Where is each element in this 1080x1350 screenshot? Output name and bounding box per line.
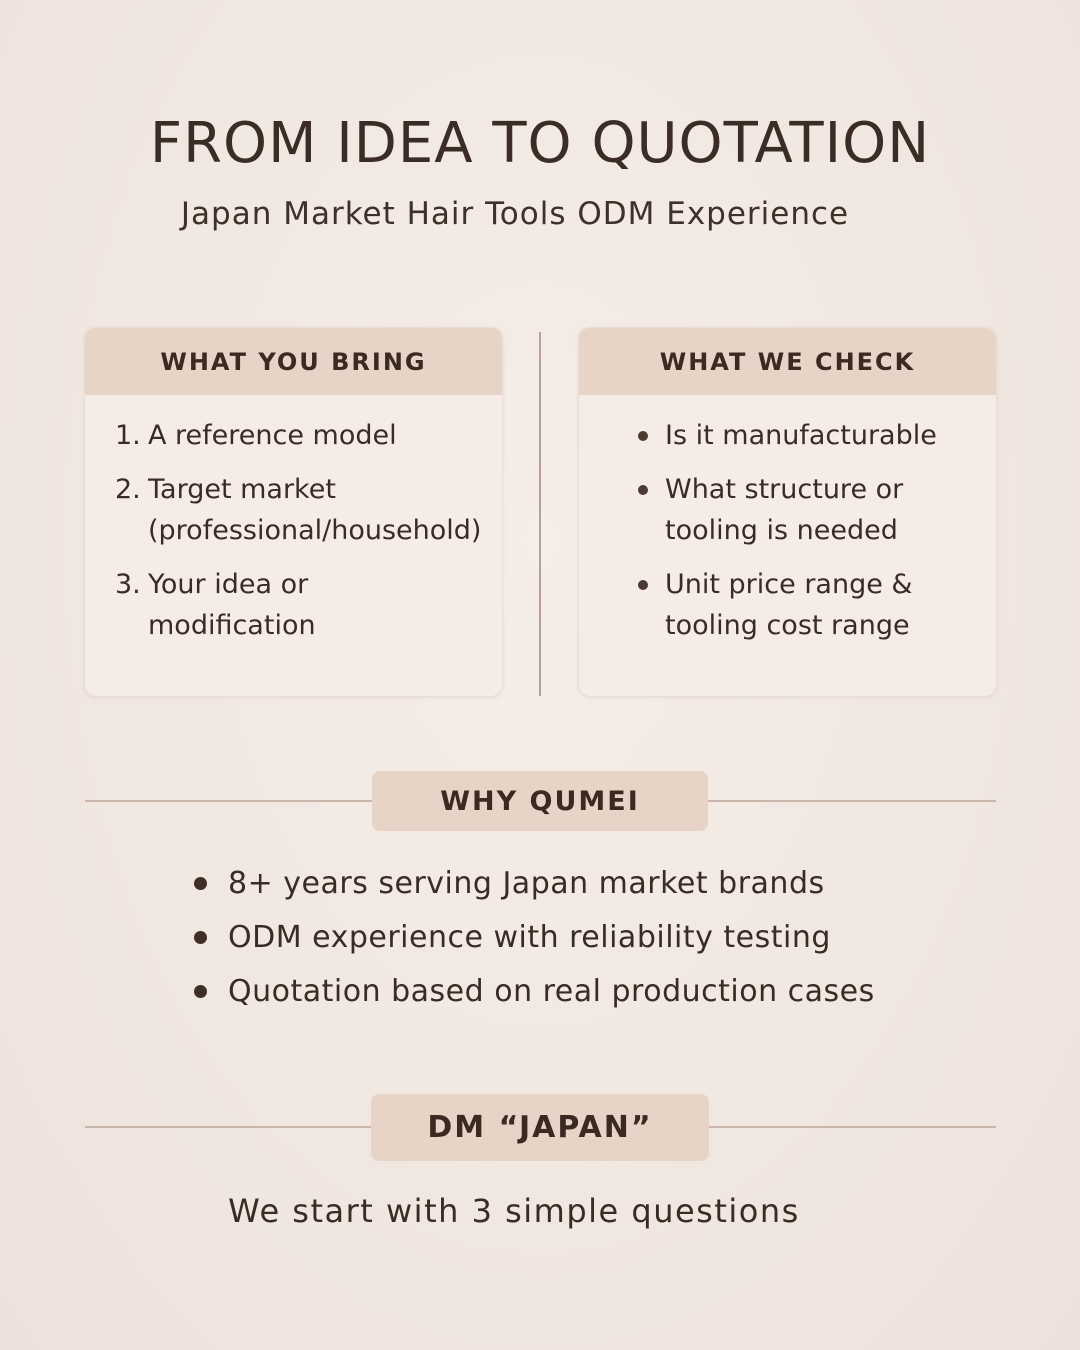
bullet-icon: [633, 415, 665, 456]
list-text: Quotation based on real production cases: [228, 973, 875, 1009]
list-number: 3.: [115, 569, 141, 600]
what-we-check-card: [578, 327, 997, 697]
vertical-divider: [539, 332, 541, 696]
list-text: Unit price range & tooling cost range: [665, 569, 913, 641]
what-we-check-body: [579, 395, 996, 646]
why-qumei-list: [190, 856, 875, 1018]
cta-text: We start with 3 simple questions: [228, 1192, 800, 1230]
list-item: [633, 564, 974, 646]
why-divider-right: [707, 800, 996, 802]
list-item: [190, 910, 875, 964]
bullet-icon: [190, 856, 228, 910]
why-qumei-label: WHY QUMEI: [372, 771, 708, 831]
list-item: [190, 856, 875, 910]
list-item: [633, 469, 974, 551]
bullet-icon: [633, 564, 665, 646]
what-we-check-list: [609, 415, 974, 646]
dm-japan-label: DM “JAPAN”: [371, 1094, 709, 1161]
why-divider-left: [85, 800, 373, 802]
cta-divider-left: [85, 1126, 372, 1128]
what-we-check-heading: WHAT WE CHECK: [579, 328, 996, 395]
bullet-icon: [633, 469, 665, 551]
list-item: [633, 415, 974, 456]
list-text: Target market (professional/household): [148, 474, 482, 546]
list-item: [115, 469, 480, 551]
list-item: [115, 564, 480, 646]
list-text: What structure or tooling is needed: [665, 474, 904, 546]
list-text: Your idea or modification: [148, 569, 316, 641]
list-text: 8+ years serving Japan market brands: [228, 865, 825, 901]
bullet-icon: [190, 964, 228, 1018]
what-you-bring-heading: WHAT YOU BRING: [85, 328, 502, 395]
list-number: 1.: [115, 420, 141, 451]
page-subtitle: Japan Market Hair Tools ODM Experience: [180, 196, 850, 232]
list-item: [115, 415, 480, 456]
page-title: FROM IDEA TO QUOTATION: [149, 111, 931, 176]
list-text: ODM experience with reliability testing: [228, 919, 831, 955]
what-you-bring-body: [85, 395, 502, 646]
bullet-icon: [190, 910, 228, 964]
list-text: Is it manufacturable: [665, 420, 937, 451]
what-you-bring-card: [84, 327, 503, 697]
list-number: 2.: [115, 474, 141, 505]
list-text: A reference model: [148, 420, 397, 451]
list-item: [190, 964, 875, 1018]
cta-divider-right: [708, 1126, 996, 1128]
what-you-bring-list: [115, 415, 480, 646]
